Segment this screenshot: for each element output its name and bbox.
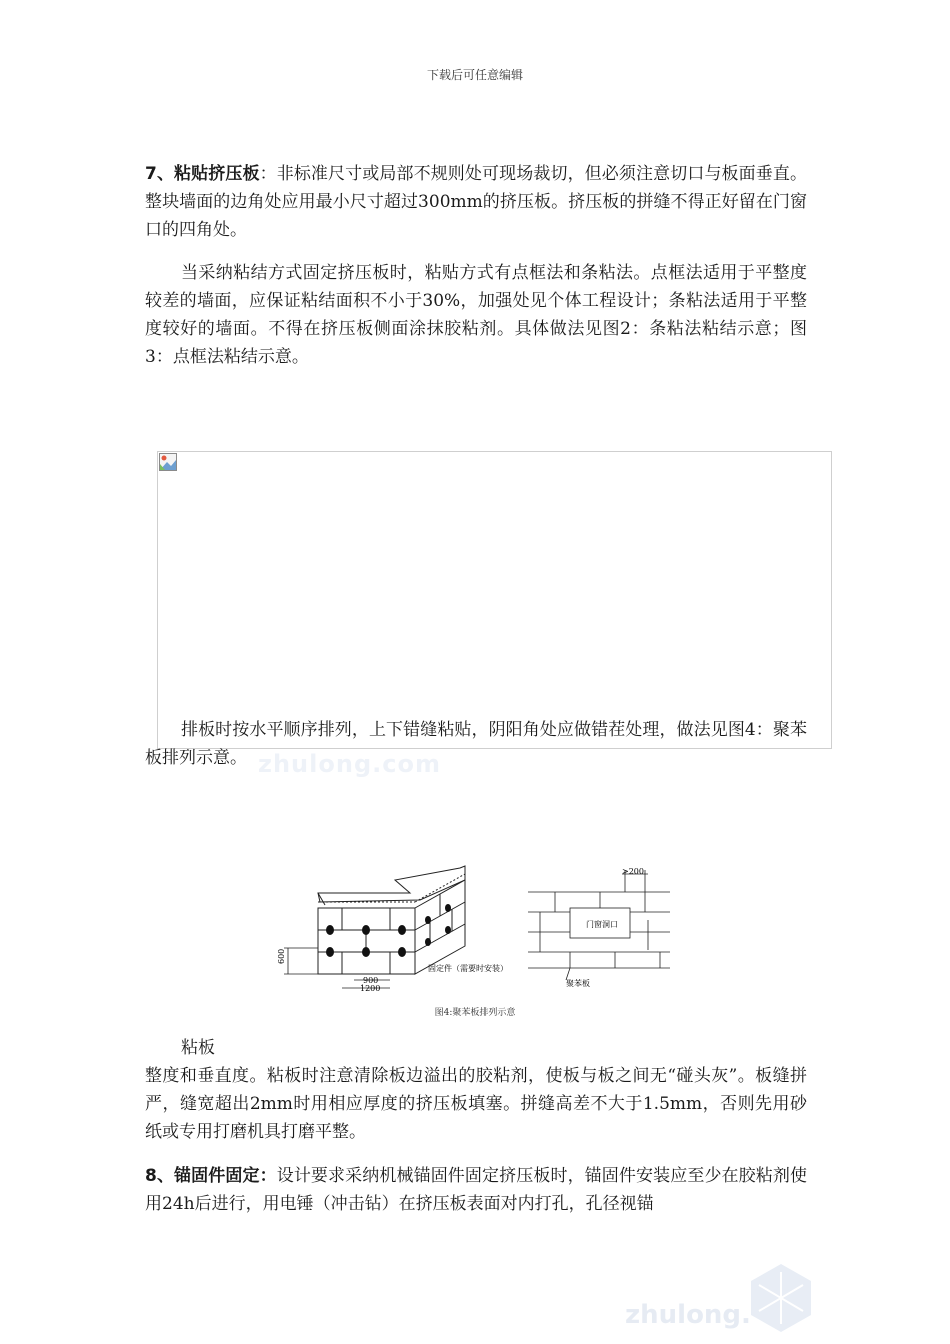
section-8-paragraph xyxy=(145,1162,807,1218)
dim-200-label: >200 xyxy=(622,867,644,876)
figure-4-caption: 图4:聚苯板排列示意 xyxy=(434,1008,516,1018)
board-paste-first-line xyxy=(145,1034,807,1062)
fixer-label: 固定件（需要时安装） xyxy=(428,964,508,973)
zhulong-watermark-mid: zhulong.com xyxy=(258,750,441,778)
dim-1200-label: 1200 xyxy=(360,984,381,993)
adhesive-method-paragraph: 当采纳粘结方式固定挤压板时，粘贴方式有点框法和条粘法。点框法适用于平整度较差的墙面，应保证粘结面积不小于30%，加强处见个体工程设计；条粘法适用于平整度较好的墙面。不得在挤压板侧面涂抹胶粘剂。具体做法见图2：条粘法粘结示意；图3：点框法粘结示意。 xyxy=(145,263,807,367)
page-header: 下载后可任意编辑 xyxy=(426,68,523,82)
board-paste-lead: 粘板 xyxy=(181,1038,215,1058)
corner-board-drawing xyxy=(318,866,465,974)
section-7-body: ：非标准尺寸或局部不规则处可现场裁切，但必须注意切口与板面垂直。整块墙面的边角处应用最小尺寸超过300mm的挤压板。挤压板的拼缝不得正好留在门窗口的四角处。 xyxy=(145,164,807,240)
section-8-body: 设计要求采纳机械锚固件固定挤压板时，锚固件安装应至少在胶粘剂使用24h后进行，用电锤（冲击钻）在挤压板表面对内打孔，孔径视锚 xyxy=(145,1166,807,1214)
board-label: 聚苯板 xyxy=(566,979,590,988)
board-paste-paragraph: 整度和垂直度。粘板时注意清除板边溢出的胶粘剂，使板与板之间无“碰头灰”。板缝拼严，缝宽超出2mm时用相应厚度的挤压板填塞。拼缝高差不大于1.5mm，否则先用砂纸或专用打磨机具打磨平整。 xyxy=(145,1066,807,1142)
dim-900-label: 900 xyxy=(363,976,379,985)
zhulong-watermark-bottom: zhulong. xyxy=(625,1300,751,1330)
figure-4-drawing xyxy=(270,860,690,1025)
dim-600-label: 600 xyxy=(277,948,286,964)
section-8-title: 8、锚固件固定： xyxy=(145,1166,277,1186)
missing-image-frame xyxy=(157,451,832,749)
board-layout-paragraph: 排板时按水平顺序排列，上下错缝粘贴，阴阳角处应做错茬处理，做法见图4：聚苯板排列示意。 xyxy=(145,720,807,768)
opening-label: 门窗洞口 xyxy=(586,920,618,929)
section-7-title: 7、粘贴挤压板 xyxy=(145,164,260,184)
snowflake-logo-icon xyxy=(745,1262,817,1334)
broken-image-icon xyxy=(159,453,177,471)
section-7-paragraph xyxy=(145,160,807,244)
